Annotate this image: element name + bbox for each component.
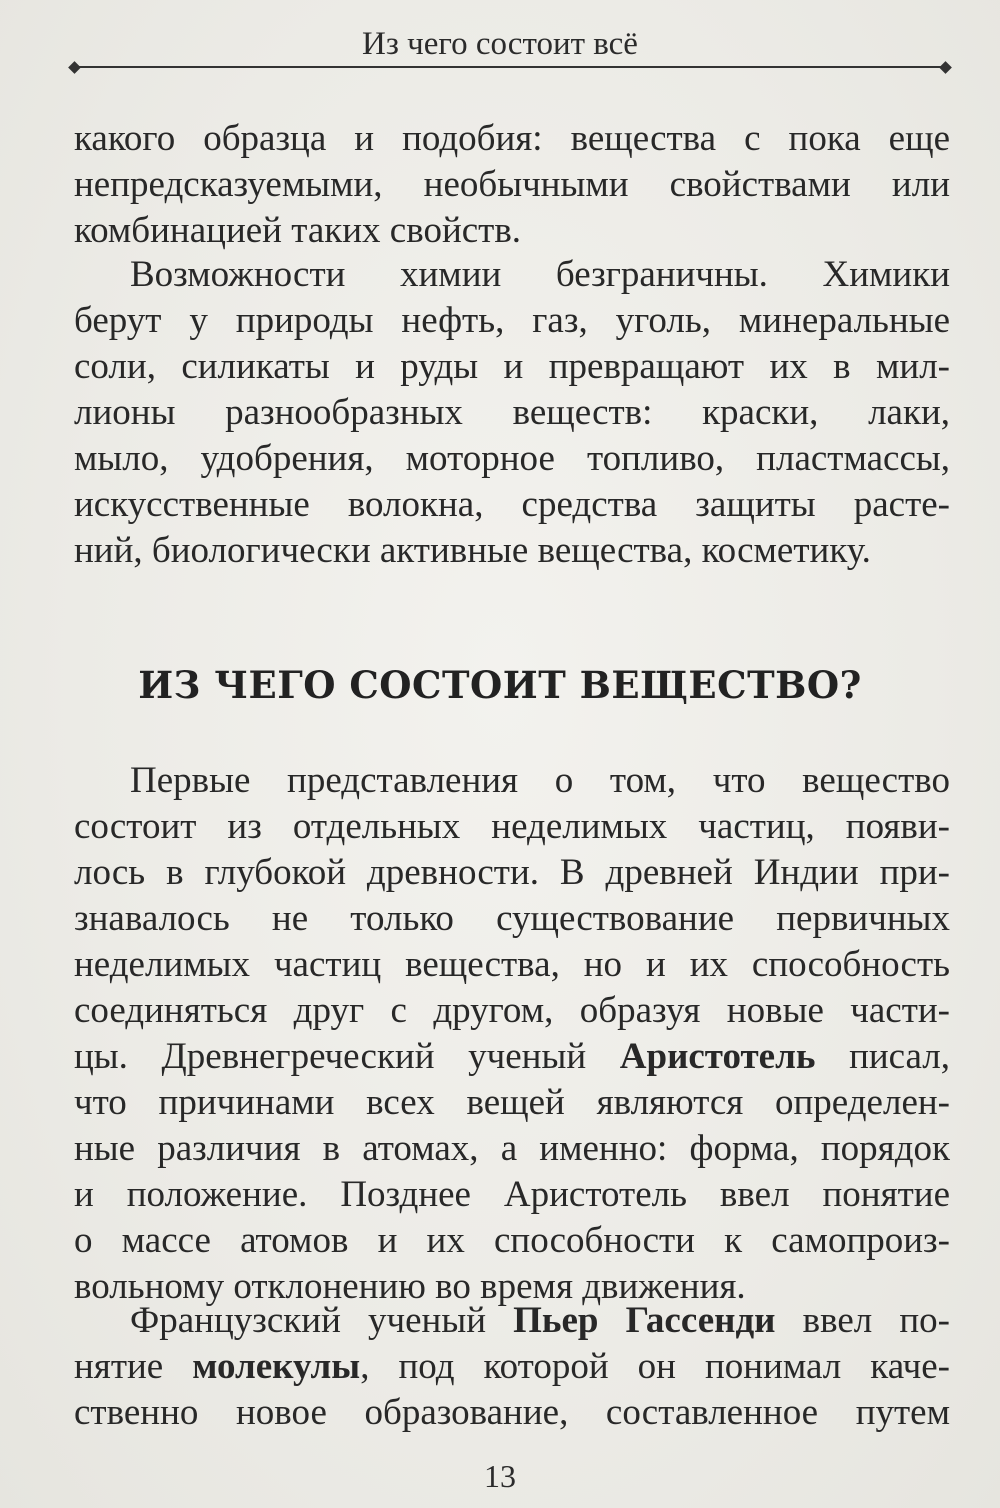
text-line: мыло, удобрения, моторное топливо, пластмассы, xyxy=(74,438,950,479)
text-span: , под которой он понимал каче- xyxy=(360,1346,951,1387)
bold-term-gassendi: Пьер Гассенди xyxy=(513,1300,776,1341)
text-line: соединяться друг с другом, образуя новые части- xyxy=(74,990,950,1031)
text-line xyxy=(74,1344,950,1390)
text-line: вольному отклонению во время движения. xyxy=(74,1266,746,1307)
text-line: берут у природы нефть, газ, уголь, минеральные xyxy=(74,300,950,341)
page-number: 13 xyxy=(484,1458,516,1494)
text-span: Французский ученый xyxy=(130,1300,514,1341)
header-rule xyxy=(70,60,950,74)
running-title: Из чего состоит всё xyxy=(362,26,638,62)
text-span: нятие xyxy=(74,1346,193,1387)
text-span: ввел по- xyxy=(775,1300,950,1341)
text-line: Возможности химии безграничны. Химики xyxy=(130,254,950,295)
text-line xyxy=(74,1034,950,1080)
text-line: ний, биологически активные вещества, косметику. xyxy=(74,530,871,571)
bold-term-molecule: молекулы xyxy=(192,1346,361,1387)
text-line: какого образца и подобия: вещества с пока еще xyxy=(74,118,950,159)
text-line: что причинами всех вещей являются определен- xyxy=(74,1082,950,1123)
text-span: цы. Древнегреческий ученый xyxy=(74,1036,620,1077)
rule-ornament-right xyxy=(939,61,952,74)
rule-line xyxy=(78,66,942,68)
section-heading: ИЗ ЧЕГО СОСТОИТ ВЕЩЕСТВО? xyxy=(138,663,862,707)
text-line: состоит из отдельных неделимых частиц, появи- xyxy=(74,806,950,847)
text-span: писал, xyxy=(815,1036,950,1077)
text-line: искусственные волокна, средства защиты расте- xyxy=(74,484,950,525)
text-line: комбинацией таких свойств. xyxy=(74,210,522,251)
text-line: ственно новое образование, составленное путем xyxy=(74,1392,950,1433)
text-line xyxy=(74,1298,950,1344)
text-line: неделимых частиц вещества, но и их способность xyxy=(74,944,950,985)
text-line: лионы разнообразных веществ: краски, лаки, xyxy=(74,392,950,433)
text-line: непредсказуемыми, необычными свойствами или xyxy=(74,164,950,205)
paragraph-first-ideas xyxy=(74,758,950,1310)
text-line: Первые представления о том, что вещество xyxy=(130,760,950,801)
text-line: соли, силикаты и руды и превращают их в мил- xyxy=(74,346,950,387)
text-line: о массе атомов и их способности к самопроиз- xyxy=(74,1220,950,1261)
paragraph-gassendi xyxy=(74,1298,950,1436)
paragraph-continuation xyxy=(74,116,950,254)
text-line: лось в глубокой древности. В древней Индии при- xyxy=(74,852,950,893)
paragraph-chemistry-possibilities xyxy=(74,252,950,574)
text-line: и положение. Позднее Аристотель ввел понятие xyxy=(74,1174,950,1215)
text-line: знавалось не только существование первичных xyxy=(74,898,950,939)
text-line: ные различия в атомах, а именно: форма, порядок xyxy=(74,1128,950,1169)
bold-term-aristotle: Аристотель xyxy=(619,1036,816,1077)
